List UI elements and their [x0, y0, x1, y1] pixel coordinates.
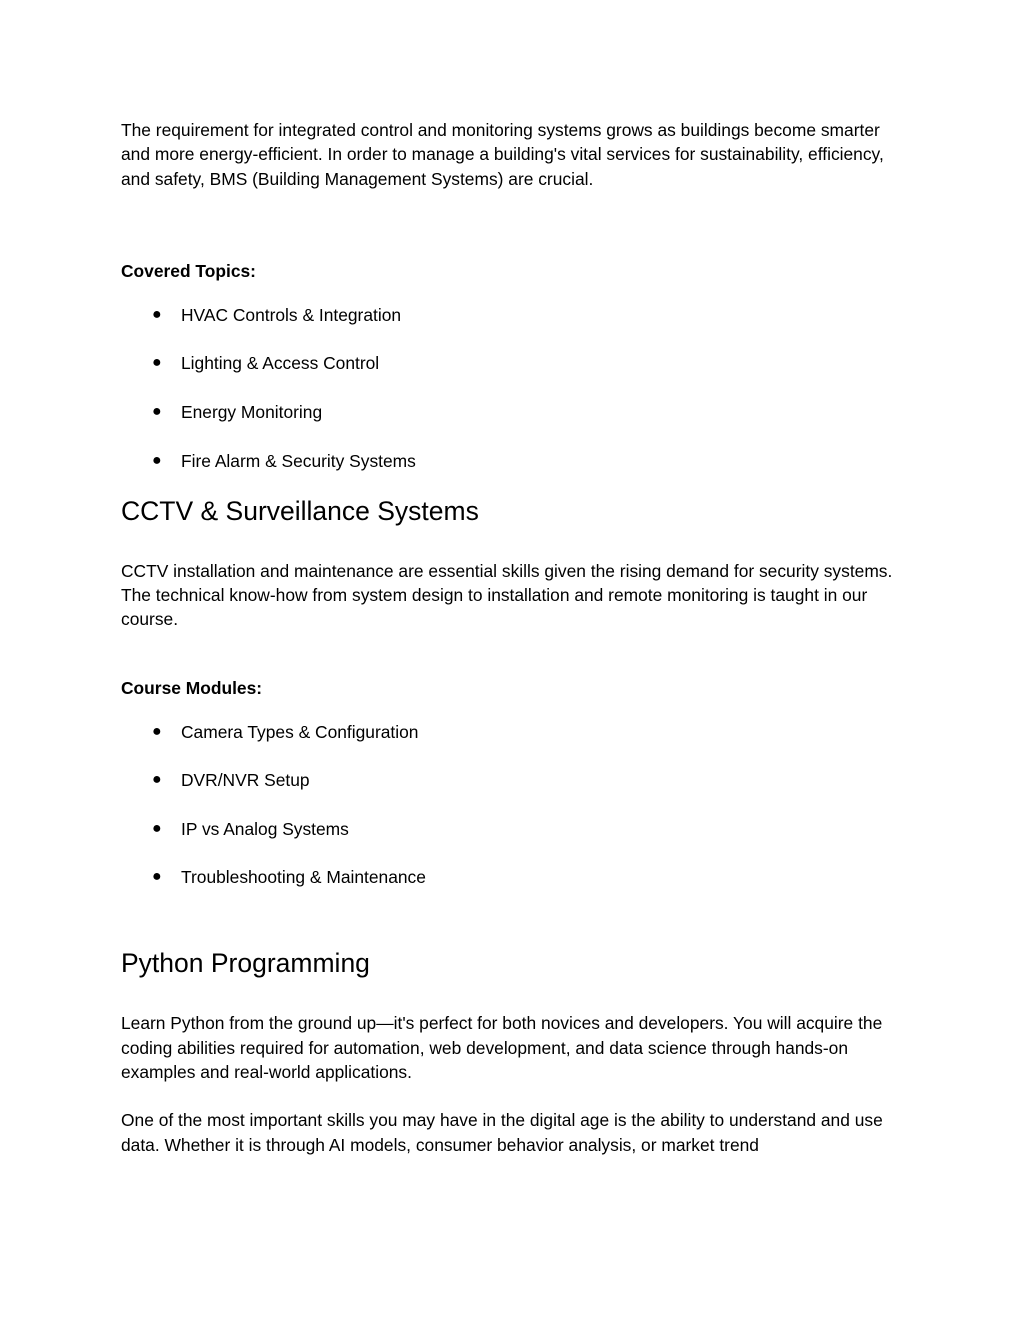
bullet-icon: ●: [152, 451, 162, 469]
list-item-text: DVR/NVR Setup: [181, 770, 310, 791]
cctv-section-heading: CCTV & Surveillance Systems: [121, 495, 479, 526]
list-item-text: Troubleshooting & Maintenance: [181, 867, 426, 888]
list-item: [121, 400, 911, 424]
list-item: [121, 303, 911, 327]
bullet-icon: ●: [152, 403, 162, 421]
bullet-icon: ●: [152, 819, 162, 837]
course-modules-label: Course Modules:: [121, 677, 263, 698]
list-item-text: Camera Types & Configuration: [181, 721, 419, 742]
python-intro-paragraph: Learn Python from the ground up—it's perfect for both novices and developers. You will acquire the coding abilities required for automation, web development, and data science through hands-on examples and real-world applications.: [121, 1013, 883, 1082]
document-page: [121, 118, 911, 1157]
list-item: [121, 449, 911, 473]
python-section-heading: Python Programming: [121, 948, 370, 979]
bullet-icon: ●: [152, 354, 162, 372]
list-item-text: IP vs Analog Systems: [181, 818, 349, 839]
bullet-icon: ●: [152, 722, 162, 740]
list-item-text: Energy Monitoring: [181, 402, 323, 423]
bullet-icon: ●: [152, 868, 162, 886]
covered-topics-label: Covered Topics:: [121, 260, 256, 281]
list-item: [121, 768, 911, 792]
list-item: [121, 865, 911, 889]
list-item-text: Fire Alarm & Security Systems: [181, 450, 416, 471]
course-modules-list: [121, 720, 911, 890]
list-item-text: HVAC Controls & Integration: [181, 304, 402, 325]
bms-intro-paragraph: The requirement for integrated control and monitoring systems grows as buildings become smarter and more energy-efficient. In order to manage a building's vital services for sustainability, efficiency, and safety, BMS (Building Management Systems) are crucial.: [121, 120, 884, 189]
bullet-icon: ●: [152, 771, 162, 789]
list-item: [121, 720, 911, 744]
list-item: [121, 817, 911, 841]
cctv-intro-paragraph: CCTV installation and maintenance are essential skills given the rising demand for security systems. The technical know-how from system design to installation and remote monitoring is taught in our course.: [121, 560, 893, 630]
covered-topics-list: [121, 303, 911, 473]
data-skills-paragraph: One of the most important skills you may have in the digital age is the ability to understand and use data. Whether it is through AI models, consumer behavior analysis, or market trend: [121, 1110, 883, 1155]
list-item-text: Lighting & Access Control: [181, 353, 380, 374]
list-item: [121, 351, 911, 375]
bullet-icon: ●: [152, 305, 162, 323]
